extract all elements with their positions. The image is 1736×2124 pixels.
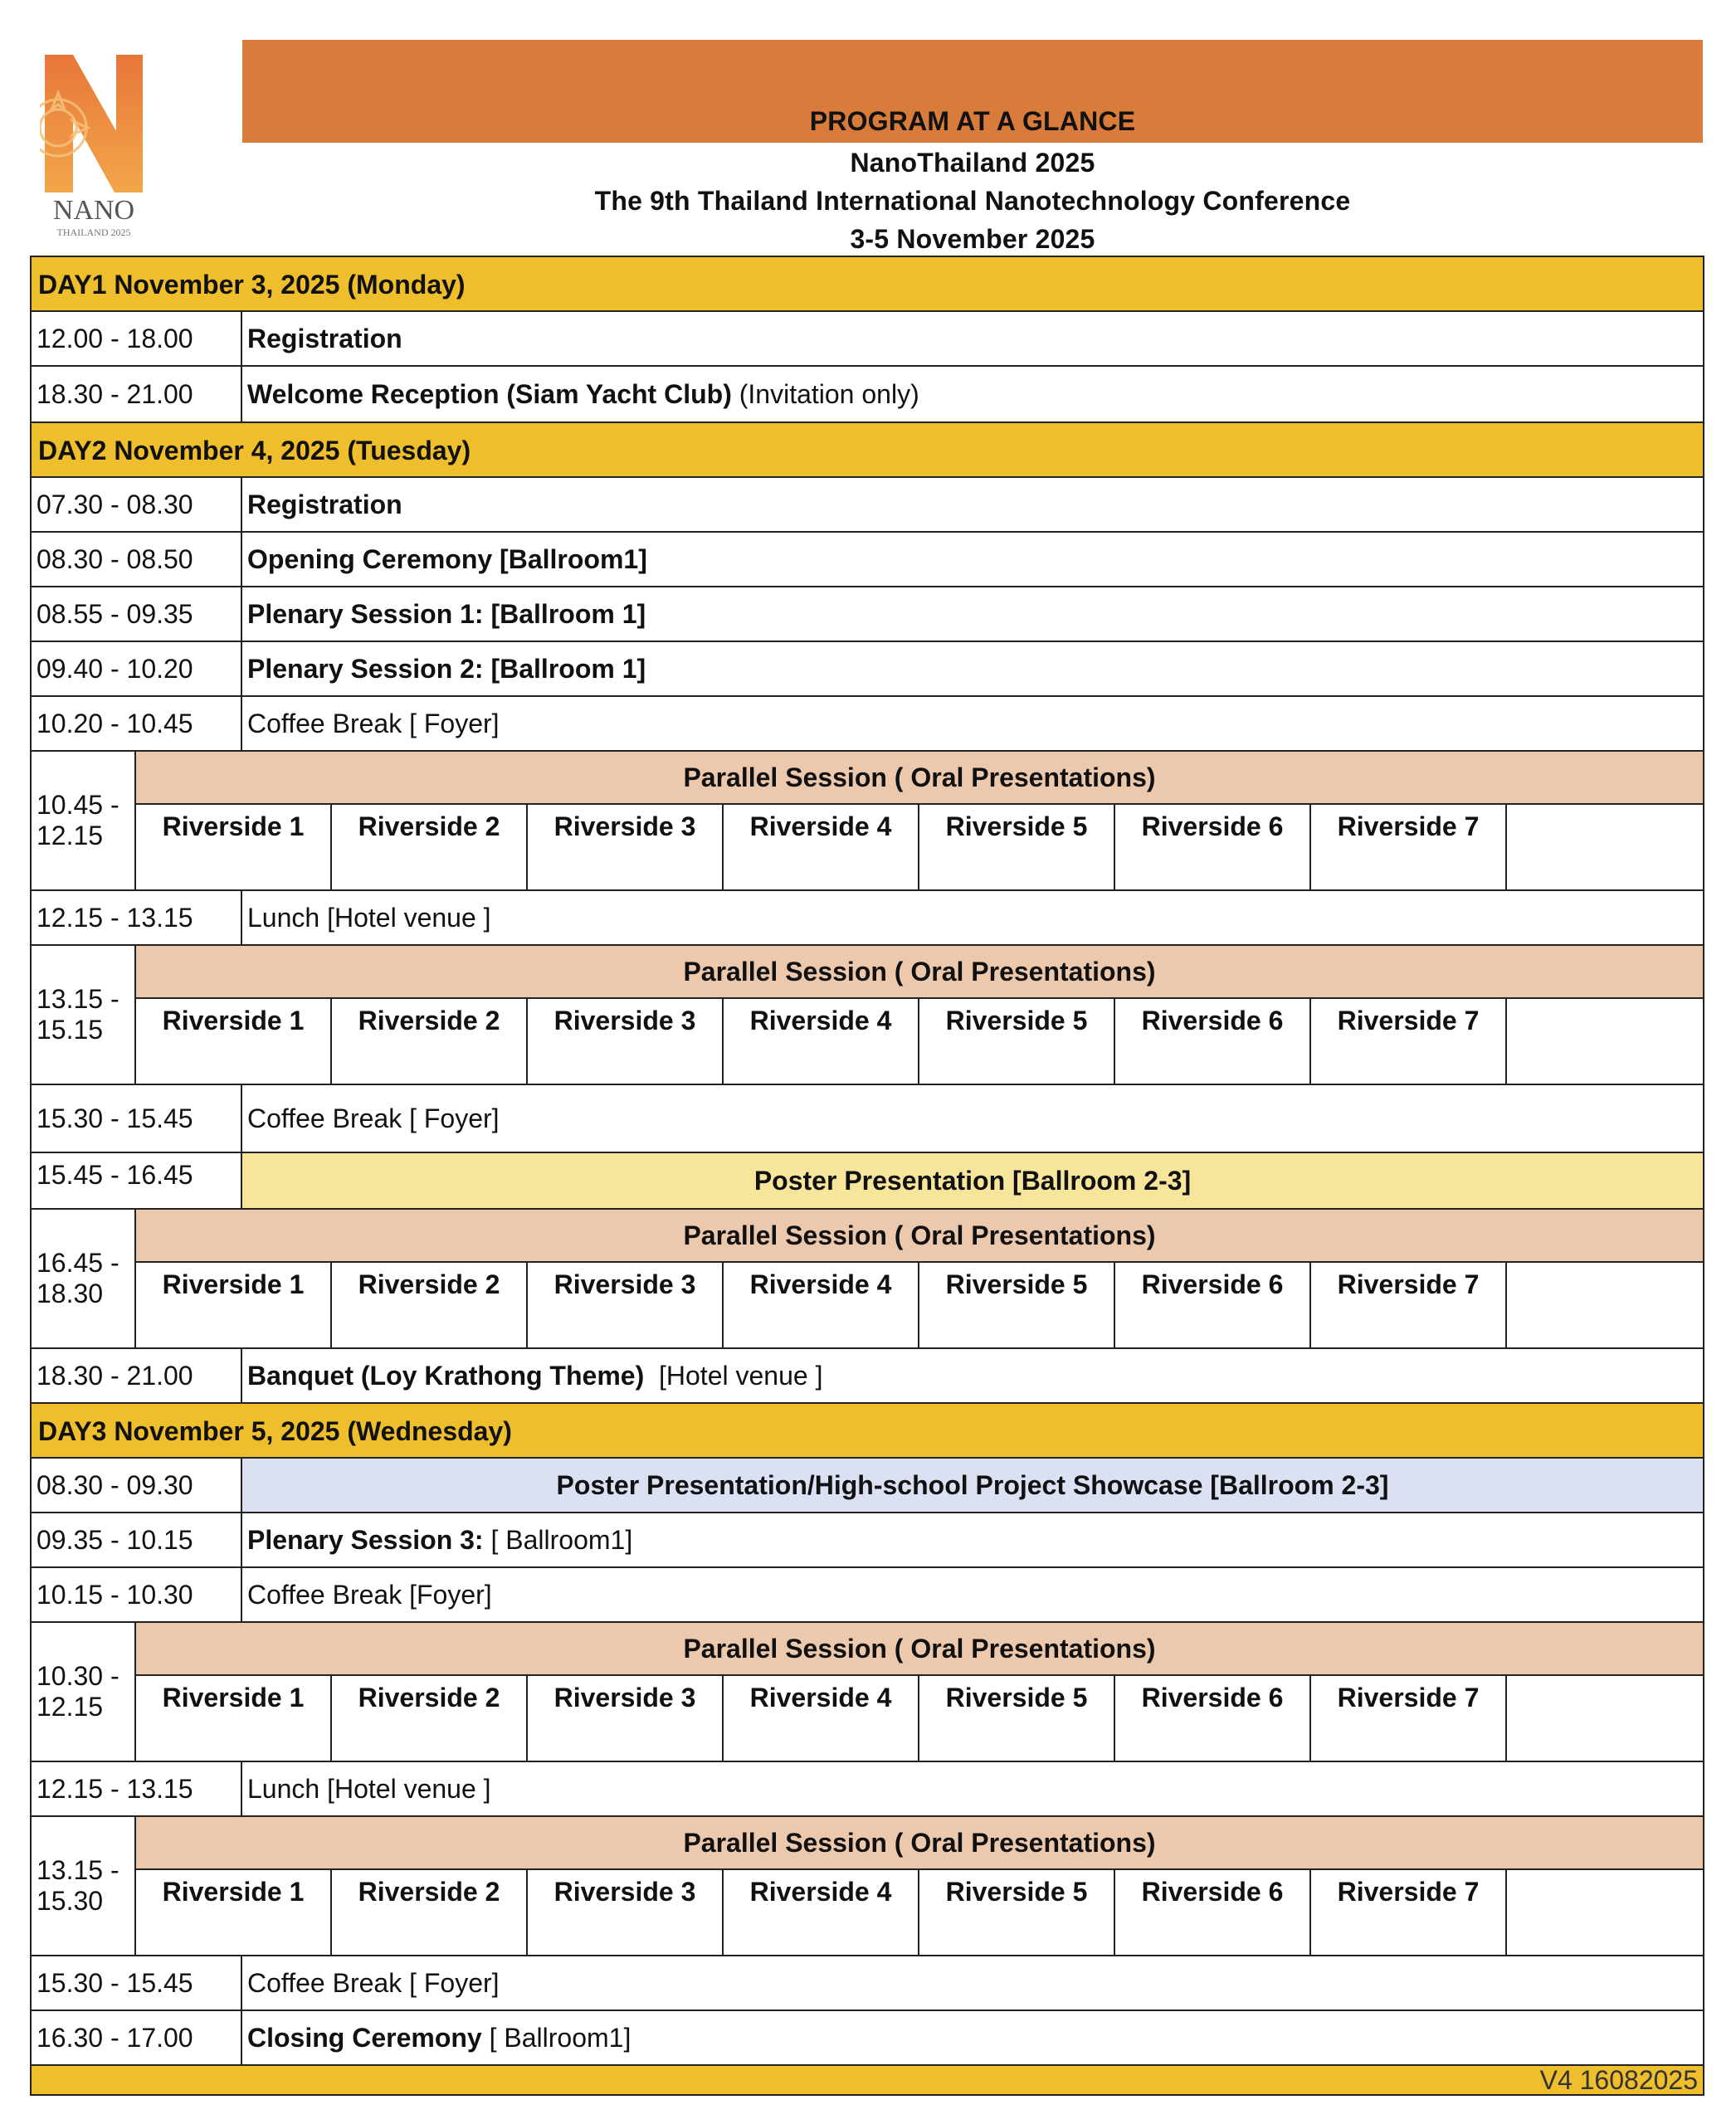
room-cell-empty <box>1507 805 1703 889</box>
nano-logo-mark-icon <box>40 51 156 242</box>
schedule-table <box>30 256 1704 2096</box>
room-cell: Riverside 1 <box>136 1263 332 1347</box>
event-note: [ Ballroom1] <box>481 2022 631 2053</box>
event-title: Plenary Session 3: <box>247 1524 484 1555</box>
time-cell: 07.30 - 08.30 <box>32 478 242 531</box>
room-cell: Riverside 1 <box>136 805 332 889</box>
room-cell-empty <box>1507 999 1703 1084</box>
room-cell: Riverside 4 <box>724 805 919 889</box>
event-note: (Invitation only) <box>731 378 919 409</box>
event-cell: Opening Ceremony [Ballroom1] <box>247 543 647 574</box>
room-cell: Riverside 7 <box>1311 805 1507 889</box>
event-cell: Coffee Break [Foyer] <box>247 1579 492 1610</box>
event-cell: Lunch [Hotel venue ] <box>247 902 491 933</box>
svg-text:THAILAND 2025: THAILAND 2025 <box>56 227 131 238</box>
room-cell: Riverside 4 <box>724 999 919 1084</box>
room-cell: Riverside 3 <box>528 805 724 889</box>
room-cell: Riverside 3 <box>528 1263 724 1347</box>
time-cell: 13.15 - 15.30 <box>32 1817 136 1955</box>
time-cell: 09.35 - 10.15 <box>32 1513 242 1566</box>
event-cell: Lunch [Hotel venue ] <box>247 1773 491 1804</box>
schedule-row <box>32 1568 1703 1623</box>
time-cell: 16.30 - 17.00 <box>32 2011 242 2064</box>
event-title: Banquet (Loy Krathong Theme) <box>247 1360 645 1391</box>
event-cell <box>242 367 1703 421</box>
schedule-row <box>32 1513 1703 1568</box>
parallel-session-row <box>32 1210 1703 1349</box>
event-cell: Registration <box>247 489 402 519</box>
schedule-row <box>32 2011 1703 2066</box>
nano-thailand-logo <box>40 51 156 242</box>
room-cell: Riverside 2 <box>332 1870 528 1955</box>
day2-header: DAY2 November 4, 2025 (Tuesday) <box>32 423 1703 478</box>
event-cell: Coffee Break [ Foyer] <box>247 1103 500 1133</box>
room-cell: Riverside 3 <box>528 1870 724 1955</box>
time-cell: 13.15 - 15.15 <box>32 946 136 1084</box>
room-cell: Riverside 2 <box>332 999 528 1084</box>
event-cell: Plenary Session 2: [Ballroom 1] <box>247 653 646 684</box>
day3-header: DAY3 November 5, 2025 (Wednesday) <box>32 1404 1703 1459</box>
event-cell: Plenary Session 1: [Ballroom 1] <box>247 598 646 629</box>
time-cell: 08.30 - 09.30 <box>32 1459 242 1512</box>
poster-presentation-band: Poster Presentation [Ballroom 2-3] <box>242 1153 1703 1208</box>
room-cell-empty <box>1507 1870 1703 1955</box>
conference-short-name: NanoThailand 2025 <box>850 148 1095 178</box>
schedule-row <box>32 478 1703 533</box>
event-cell <box>242 2011 1703 2064</box>
event-cell: Registration <box>247 323 402 353</box>
schedule-row <box>32 891 1703 946</box>
day1-header: DAY1 November 3, 2025 (Monday) <box>32 257 1703 312</box>
schedule-row <box>32 1085 1703 1153</box>
schedule-row <box>32 697 1703 752</box>
time-cell: 15.30 - 15.45 <box>32 1956 242 2010</box>
parallel-session-title: Parallel Session ( Oral Presentations) <box>136 752 1703 805</box>
room-list <box>136 1263 1703 1347</box>
parallel-session-row <box>32 1623 1703 1762</box>
showcase-row <box>32 1459 1703 1513</box>
parallel-session-row <box>32 946 1703 1085</box>
room-cell: Riverside 3 <box>528 999 724 1084</box>
room-cell: Riverside 4 <box>724 1263 919 1347</box>
parallel-session-title: Parallel Session ( Oral Presentations) <box>136 1817 1703 1870</box>
program-title: PROGRAM AT A GLANCE <box>809 106 1136 136</box>
time-cell: 08.30 - 08.50 <box>32 533 242 586</box>
room-cell: Riverside 2 <box>332 1676 528 1761</box>
conference-dates: 3-5 November 2025 <box>850 224 1095 254</box>
room-cell: Riverside 1 <box>136 1870 332 1955</box>
time-cell: 10.45 - 12.15 <box>32 752 136 889</box>
room-cell: Riverside 6 <box>1115 805 1311 889</box>
parallel-session <box>136 752 1703 889</box>
room-cell: Riverside 3 <box>528 1676 724 1761</box>
time-cell: 10.20 - 10.45 <box>32 697 242 750</box>
schedule-row <box>32 1762 1703 1817</box>
room-cell: Riverside 7 <box>1311 1870 1507 1955</box>
room-cell: Riverside 6 <box>1115 1676 1311 1761</box>
time-cell: 12.00 - 18.00 <box>32 312 242 365</box>
conference-full-name: The 9th Thailand International Nanotechnology Conference <box>594 186 1351 216</box>
room-cell: Riverside 4 <box>724 1870 919 1955</box>
event-note: [ Ballroom1] <box>483 1524 633 1555</box>
room-list <box>136 1870 1703 1955</box>
parallel-session-row <box>32 752 1703 891</box>
room-cell: Riverside 2 <box>332 805 528 889</box>
schedule-row <box>32 312 1703 367</box>
event-title: Welcome Reception (Siam Yacht Club) <box>247 378 732 409</box>
room-cell: Riverside 5 <box>919 1870 1115 1955</box>
time-cell: 18.30 - 21.00 <box>32 1349 242 1402</box>
schedule-row <box>32 642 1703 697</box>
room-cell: Riverside 6 <box>1115 1870 1311 1955</box>
room-cell: Riverside 7 <box>1311 1263 1507 1347</box>
room-cell: Riverside 7 <box>1311 1676 1507 1761</box>
version-footer: V4 16082025 <box>32 2066 1703 2094</box>
schedule-row <box>32 1956 1703 2011</box>
showcase-band: Poster Presentation/High-school Project Showcase [Ballroom 2-3] <box>242 1459 1703 1512</box>
schedule-row <box>32 367 1703 423</box>
time-cell: 15.30 - 15.45 <box>32 1085 242 1152</box>
time-cell: 16.45 - 18.30 <box>32 1210 136 1347</box>
parallel-session <box>136 1623 1703 1761</box>
time-cell: 12.15 - 13.15 <box>32 891 242 944</box>
event-note: [Hotel venue ] <box>644 1360 823 1391</box>
time-cell: 18.30 - 21.00 <box>32 367 242 421</box>
time-cell: 12.15 - 13.15 <box>32 1762 242 1815</box>
time-cell: 10.15 - 10.30 <box>32 1568 242 1621</box>
parallel-session-title: Parallel Session ( Oral Presentations) <box>136 1210 1703 1263</box>
room-cell: Riverside 5 <box>919 805 1115 889</box>
room-cell: Riverside 2 <box>332 1263 528 1347</box>
room-list <box>136 1676 1703 1761</box>
room-cell: Riverside 5 <box>919 1263 1115 1347</box>
parallel-session-title: Parallel Session ( Oral Presentations) <box>136 1623 1703 1676</box>
room-cell: Riverside 6 <box>1115 999 1311 1084</box>
room-cell: Riverside 1 <box>136 1676 332 1761</box>
schedule-row <box>32 1349 1703 1404</box>
schedule-row <box>32 533 1703 587</box>
parallel-session-title: Parallel Session ( Oral Presentations) <box>136 946 1703 999</box>
parallel-session <box>136 946 1703 1084</box>
room-cell: Riverside 1 <box>136 999 332 1084</box>
time-cell: 15.45 - 16.45 <box>32 1153 242 1208</box>
event-cell <box>242 1349 1703 1402</box>
room-cell: Riverside 5 <box>919 1676 1115 1761</box>
time-cell: 10.30 - 12.15 <box>32 1623 136 1761</box>
room-cell: Riverside 4 <box>724 1676 919 1761</box>
parallel-session-row <box>32 1817 1703 1956</box>
room-cell: Riverside 7 <box>1311 999 1507 1084</box>
event-cell: Coffee Break [ Foyer] <box>247 708 500 738</box>
parallel-session <box>136 1210 1703 1347</box>
room-cell-empty <box>1507 1263 1703 1347</box>
room-cell: Riverside 6 <box>1115 1263 1311 1347</box>
schedule-row <box>32 587 1703 642</box>
room-list <box>136 805 1703 889</box>
room-cell-empty <box>1507 1676 1703 1761</box>
room-list <box>136 999 1703 1084</box>
poster-row <box>32 1153 1703 1210</box>
room-cell: Riverside 5 <box>919 999 1115 1084</box>
time-cell: 09.40 - 10.20 <box>32 642 242 695</box>
event-title: Closing Ceremony <box>247 2022 482 2053</box>
parallel-session <box>136 1817 1703 1955</box>
svg-text:NANO: NANO <box>52 195 135 226</box>
event-cell <box>242 1513 1703 1566</box>
time-cell: 08.55 - 09.35 <box>32 587 242 641</box>
event-cell: Coffee Break [ Foyer] <box>247 1967 500 1998</box>
